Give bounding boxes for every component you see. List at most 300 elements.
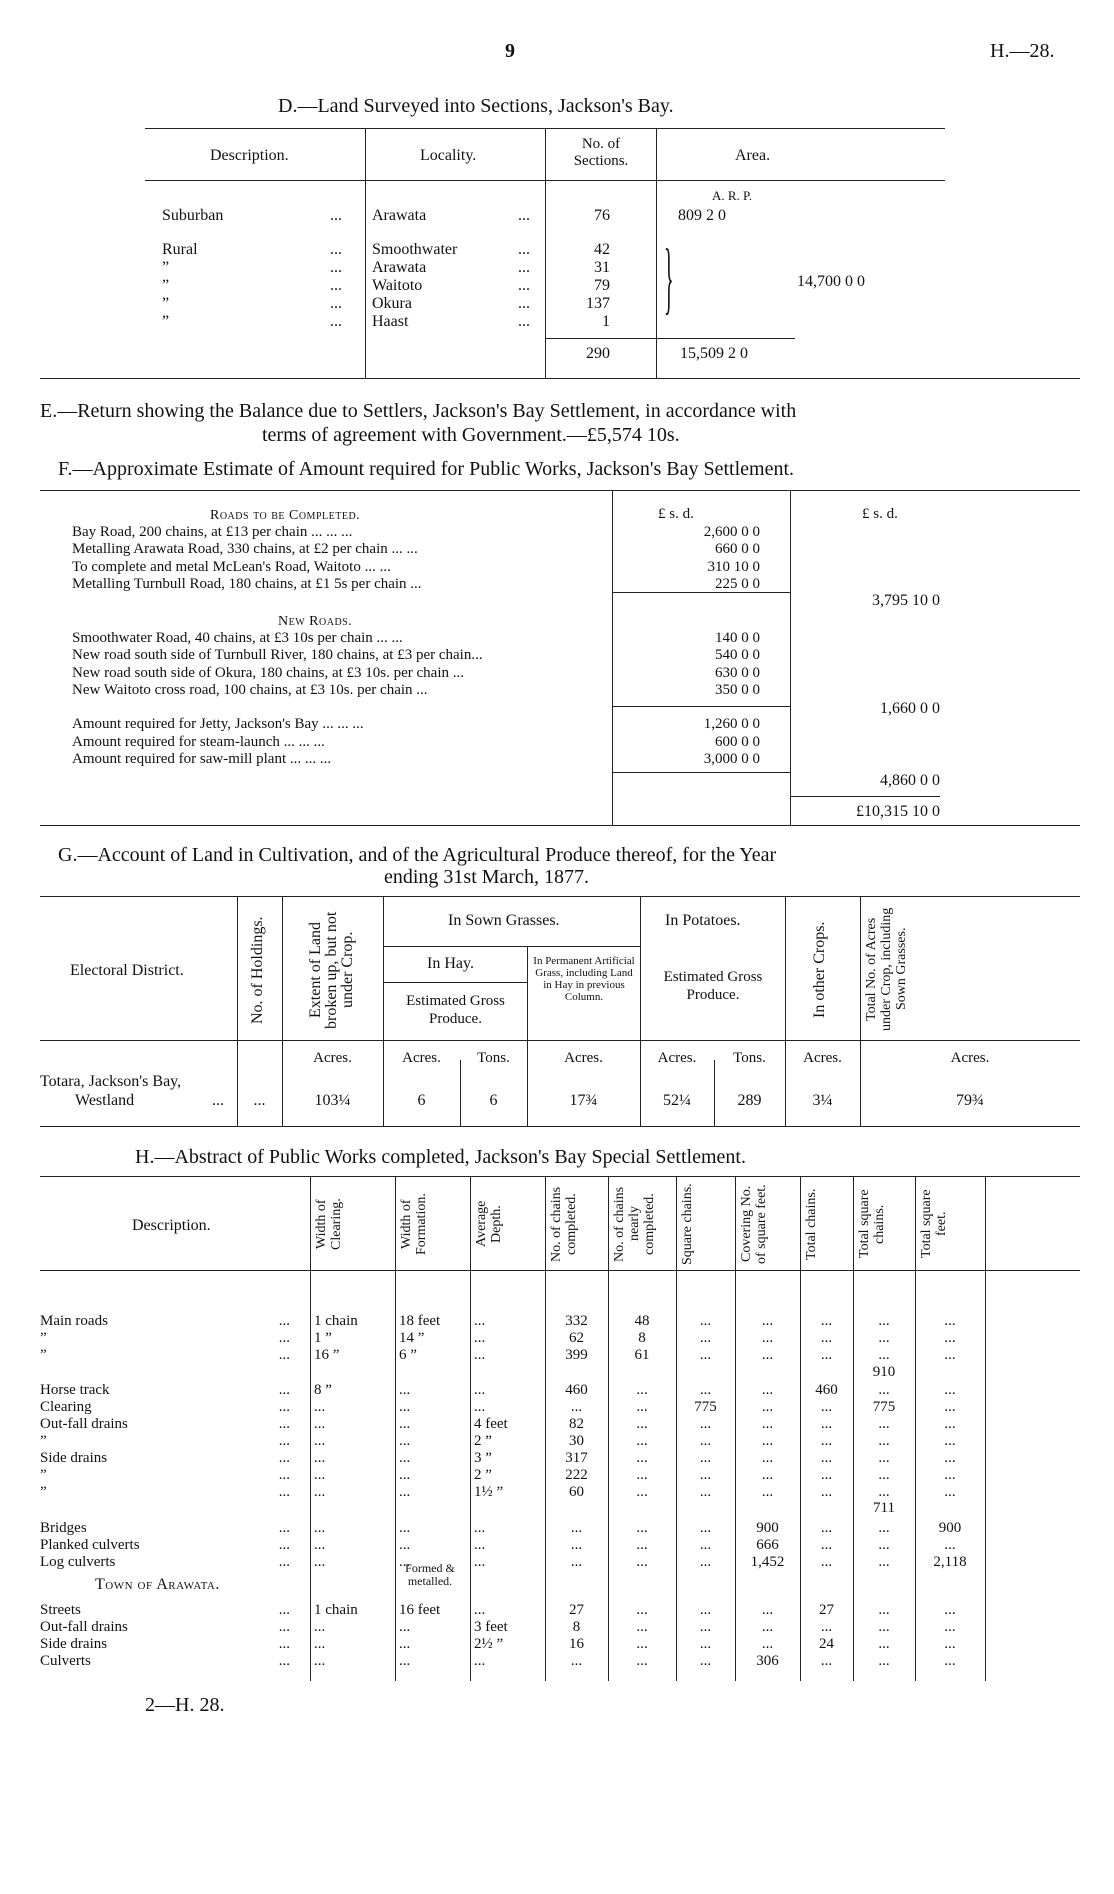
h-cell: ... — [944, 1347, 956, 1363]
f-sub-rule — [612, 706, 790, 707]
h-cell: ... — [699, 1450, 712, 1466]
h-cell: ... — [761, 1313, 774, 1329]
g-top-rule — [40, 896, 1080, 897]
d-row-locality: Arawata — [372, 259, 427, 276]
h-header-depth: Average Depth. — [474, 1200, 504, 1248]
g-header-rule — [40, 1040, 1080, 1041]
h-cell: ... — [878, 1313, 890, 1329]
h-cell: ... — [761, 1416, 774, 1432]
h-cell: 16 feet — [399, 1602, 441, 1618]
d-row-locality: Haast — [372, 313, 409, 330]
h-cell: ... — [314, 1520, 326, 1536]
h-row-description: Planked culverts — [40, 1537, 140, 1553]
d-header-locality: Locality. — [420, 147, 477, 164]
h-col-divider — [395, 1176, 396, 1681]
g-unit-label: Acres. — [564, 1050, 603, 1066]
h-cell: 3 ” — [474, 1450, 492, 1466]
d-row-description: Suburban — [162, 207, 224, 224]
h-row-dots: ... — [278, 1484, 290, 1500]
h-cell: ... — [761, 1450, 774, 1466]
d-row-locality: Waitoto — [372, 277, 423, 294]
h-cell: ... — [474, 1653, 486, 1669]
h-cell: 48 — [634, 1313, 650, 1329]
g-header-sown: In Sown Grasses. — [448, 912, 560, 929]
h-cell: ... — [570, 1399, 583, 1415]
h-row-description: Bridges — [40, 1520, 87, 1536]
h-cell: ... — [474, 1537, 486, 1553]
d-row-dots: ... — [518, 295, 530, 312]
h-cell: ... — [761, 1619, 774, 1635]
h-row-description: Horse track — [40, 1382, 110, 1398]
h-row-description: Clearing — [40, 1399, 92, 1415]
f-item-text: New Waitoto cross road, 100 chains, at £3 10s. per chain ... — [72, 682, 428, 698]
h-cell: ... — [820, 1399, 833, 1415]
d-brace: } — [664, 236, 674, 324]
g-header-potato-estimate: Estimated Gross Produce. — [663, 969, 763, 1003]
g-header-extent: Extent of Land broken up, but not under Crop. — [307, 911, 356, 1029]
h-cell: ... — [820, 1450, 833, 1466]
d-row-locality: Okura — [372, 295, 412, 312]
h-cell: ... — [820, 1537, 833, 1553]
h-cell: ... — [474, 1313, 486, 1329]
h-cell: ... — [314, 1484, 326, 1500]
d-row-sections: 1 — [602, 313, 610, 330]
h-cell: ... — [761, 1484, 774, 1500]
h-header-total-chains: Total chains. — [804, 1188, 819, 1260]
f-item-text: To complete and metal McLean's Road, Waitoto ... ... — [72, 559, 391, 575]
h-cell: 8 — [638, 1330, 646, 1346]
h-cell: ... — [399, 1450, 411, 1466]
h-row-description: Out-fall drains — [40, 1619, 128, 1635]
f-subtotal-3: 4,860 0 0 — [880, 772, 940, 789]
h-cell: ... — [636, 1653, 648, 1669]
f-item-text: Amount required for Jetty, Jackson's Bay ... ... ... — [72, 716, 364, 732]
h-cell: ... — [878, 1467, 890, 1483]
h-cell: ... — [761, 1602, 774, 1618]
h-col-divider — [800, 1176, 801, 1681]
g-unit-label: Acres. — [402, 1050, 441, 1066]
h-cell: ... — [636, 1416, 648, 1432]
h-cell: ... — [944, 1619, 956, 1635]
f-item-text: Amount required for steam-launch ... ... ... — [72, 734, 325, 750]
h-cell: ... — [636, 1433, 648, 1449]
d-header-area: Area. — [735, 147, 771, 164]
h-row-description: Side drains — [40, 1450, 108, 1466]
f-item-amount: 600 0 0 — [715, 734, 760, 750]
g-unit-label: Tons. — [733, 1050, 766, 1066]
d-col-divider — [365, 128, 366, 378]
f-item-amount: 350 0 0 — [715, 682, 760, 698]
g-header-other: In other Crops. — [811, 921, 828, 1019]
h-col-divider — [915, 1176, 916, 1681]
h-row-dots: ... — [278, 1450, 290, 1466]
h-cell: 14 ” — [399, 1330, 425, 1346]
section-g-title-line2: ending 31st March, 1877. — [384, 866, 589, 888]
d-row-dots: ... — [330, 259, 342, 276]
d-row-dots: ... — [330, 277, 342, 294]
h-row-dots: ... — [278, 1619, 290, 1635]
h-cell: ... — [636, 1382, 648, 1398]
f-new-roads-heading: New Roads. — [278, 614, 353, 629]
h-cell: 18 feet — [399, 1313, 441, 1329]
h-col-divider — [470, 1176, 471, 1681]
h-cell: ... — [314, 1433, 326, 1449]
f-item-amount: 1,260 0 0 — [703, 716, 760, 732]
h-cell: ... — [570, 1537, 583, 1553]
h-cell: ... — [944, 1467, 956, 1483]
h-cell: ... — [636, 1450, 648, 1466]
h-cell: ... — [399, 1619, 411, 1635]
h-cell: 1 chain — [314, 1313, 358, 1329]
section-d-title: D.—Land Surveyed into Sections, Jackson's Bay. — [278, 95, 674, 117]
h-cell: ... — [820, 1416, 833, 1432]
g-value-pot-tons: 289 — [737, 1092, 762, 1109]
g-header-hay-estimate: Estimated Gross Produce. — [406, 993, 505, 1027]
h-cell: 3 feet — [474, 1619, 508, 1635]
h-cell: ... — [820, 1433, 833, 1449]
h-cell: ... — [820, 1313, 833, 1329]
h-header-total-sq-chains: Total square chains. — [857, 1189, 887, 1259]
h-cell: ... — [820, 1520, 833, 1536]
h-cell: 222 — [565, 1467, 588, 1483]
h-cell: ... — [820, 1347, 833, 1363]
h-cell: ... — [761, 1347, 774, 1363]
h-cell: 16 ” — [314, 1347, 340, 1363]
h-cell: ... — [570, 1520, 583, 1536]
h-cell: ... — [820, 1653, 833, 1669]
h-cell: ... — [878, 1433, 890, 1449]
f-sub-rule — [612, 772, 790, 773]
h-cell: ... — [699, 1382, 712, 1398]
h-row-description: Streets — [40, 1602, 81, 1618]
g-unit-label: Acres. — [803, 1050, 842, 1066]
h-row-dots: ... — [278, 1537, 290, 1553]
h-cell: 460 — [815, 1382, 838, 1398]
h-cell: ... — [944, 1484, 956, 1500]
h-cell: 2 ” — [474, 1467, 492, 1483]
h-cell: 317 — [565, 1450, 588, 1466]
h-cell: ... — [699, 1330, 712, 1346]
h-row-dots: ... — [278, 1467, 290, 1483]
d-row-dots: ... — [330, 207, 342, 224]
h-col-divider — [545, 1176, 546, 1681]
h-cell: ... — [314, 1619, 326, 1635]
h-formed-metalled: Formed & metalled. — [405, 1561, 455, 1588]
h-cell: ... — [761, 1330, 774, 1346]
d-row-dots: ... — [518, 241, 530, 258]
h-cell: 4 feet — [474, 1416, 508, 1432]
d-header-rule — [145, 180, 945, 181]
h-cell: ... — [399, 1636, 411, 1652]
h-cell: 1 chain — [314, 1602, 358, 1618]
h-col-divider — [735, 1176, 736, 1681]
h-cell: 460 — [565, 1382, 588, 1398]
d-row-dots: ... — [330, 295, 342, 312]
h-cell: ... — [699, 1520, 712, 1536]
h-row-description: ” — [40, 1467, 47, 1483]
g-value-hay-tons: 6 — [489, 1092, 498, 1109]
footer-reference: 2—H. 28. — [145, 1694, 225, 1716]
h-cell: ... — [399, 1653, 411, 1669]
h-cell: 2 ” — [474, 1433, 492, 1449]
section-g-title-line1: G.—Account of Land in Cultivation, and of the Agricultural Produce thereof, for the Year — [58, 844, 777, 866]
h-header-width-clearing: Width of Clearing. — [314, 1198, 344, 1250]
f-item-amount: 310 10 0 — [707, 559, 760, 575]
h-cell: 8 — [572, 1619, 581, 1635]
f-item-text: Amount required for saw-mill plant ... ... ... — [72, 751, 332, 767]
d-total-sections: 290 — [586, 345, 610, 362]
h-cell: ... — [399, 1433, 411, 1449]
d-row-dots: ... — [518, 277, 530, 294]
h-cell: ... — [878, 1619, 890, 1635]
d-row-locality: Arawata — [372, 207, 427, 224]
h-cell: 60 — [569, 1484, 584, 1500]
h-cell: ... — [399, 1382, 411, 1398]
h-cell: ... — [699, 1636, 712, 1652]
h-cell: ... — [636, 1484, 648, 1500]
h-cell: ... — [570, 1653, 583, 1669]
h-row-description: ” — [40, 1347, 47, 1363]
h-cell: ... — [820, 1330, 833, 1346]
h-cell: ... — [474, 1399, 486, 1415]
h-cell: ... — [399, 1399, 411, 1415]
h-cell: ... — [474, 1347, 486, 1363]
h-cell: ... — [878, 1484, 890, 1500]
f-item-text: Metalling Arawata Road, 330 chains, at £2 per chain ... ... — [72, 541, 418, 557]
f-bottom-rule — [40, 825, 1080, 826]
h-cell: 1 ” — [314, 1330, 332, 1346]
h-cell: 775 — [872, 1399, 896, 1415]
g-header-permanent: In Permanent Artificial Grass, including Land in Hay in previous Column. — [533, 955, 635, 1003]
h-cell: ... — [944, 1313, 956, 1329]
h-cell: 306 — [756, 1653, 779, 1669]
f-roads-heading: Roads to be Completed. — [210, 508, 361, 523]
g-header-district: Electoral District. — [70, 962, 184, 979]
h-cell: 1,452 — [750, 1554, 785, 1570]
h-cell: ... — [878, 1330, 890, 1346]
f-total-rule — [790, 796, 940, 797]
h-row-dots: ... — [278, 1520, 290, 1536]
h-cell: ... — [944, 1537, 956, 1553]
h-cell: ... — [570, 1554, 583, 1570]
h-row-description: Log culverts — [40, 1554, 116, 1570]
d-row-sections: 42 — [594, 241, 610, 258]
h-cell: ... — [399, 1520, 411, 1536]
g-unit-label: Tons. — [477, 1050, 510, 1066]
f-item-amount: 225 0 0 — [715, 576, 760, 592]
f-currency-heading-2: £ s. d. — [862, 506, 898, 522]
h-header-covering: Covering No. of square feet. — [739, 1184, 769, 1264]
g-district-line2: Westland — [75, 1092, 135, 1109]
h-row-dots: ... — [278, 1399, 290, 1415]
f-item-text: Bay Road, 200 chains, at £13 per chain ... ... ... — [72, 524, 353, 540]
h-row-dots: ... — [278, 1313, 290, 1329]
h-cell: ... — [878, 1537, 890, 1553]
h-cell: 1½ ” — [474, 1484, 504, 1500]
h-cell: ... — [636, 1619, 648, 1635]
h-cell: ... — [636, 1537, 648, 1553]
h-cell: ... — [820, 1554, 833, 1570]
h-cell: ... — [761, 1636, 774, 1652]
h-col-divider — [853, 1176, 854, 1681]
d-row-description: ” — [162, 277, 170, 294]
h-cell: 61 — [634, 1347, 650, 1363]
document-reference: H.—28. — [990, 40, 1055, 62]
h-col-divider — [608, 1176, 609, 1681]
h-cell: 2½ ” — [474, 1636, 504, 1652]
h-cell: ... — [944, 1399, 956, 1415]
h-cell: ... — [944, 1416, 956, 1432]
h-cell: 27 — [819, 1602, 834, 1618]
h-cell: ... — [636, 1520, 648, 1536]
f-item-amount: 2,600 0 0 — [703, 524, 760, 540]
h-cell: ... — [399, 1416, 411, 1432]
d-row-dots: ... — [518, 207, 530, 224]
h-cell: ... — [820, 1467, 833, 1483]
h-cell: 2,118 — [933, 1554, 967, 1570]
page-number: 9 — [505, 40, 515, 62]
g-header-potatoes: In Potatoes. — [665, 912, 741, 929]
h-cell: ... — [878, 1450, 890, 1466]
h-cell: ... — [944, 1636, 956, 1652]
g-value-perm: 17¾ — [569, 1092, 598, 1109]
section-e-line1: E.—Return showing the Balance due to Settlers, Jackson's Bay Settlement, in accordance with — [40, 400, 797, 422]
h-cell: ... — [699, 1313, 712, 1329]
h-col-divider — [985, 1176, 986, 1681]
h-cell: ... — [944, 1450, 956, 1466]
h-row-dots: ... — [278, 1433, 290, 1449]
h-cell: ... — [944, 1653, 956, 1669]
h-cell: ... — [474, 1554, 486, 1570]
h-cell: ... — [944, 1433, 956, 1449]
h-cell: ... — [314, 1554, 326, 1570]
h-cell: ... — [820, 1619, 833, 1635]
h-cell: ... — [761, 1433, 774, 1449]
h-header-chains-completed: No. of chains completed. — [549, 1186, 579, 1262]
g-value-hay: 6 — [417, 1092, 426, 1109]
h-header-chains-nearly: No. of chains nearly completed. — [612, 1186, 657, 1262]
h-header-description: Description. — [132, 1217, 211, 1234]
h-cell: ... — [699, 1602, 712, 1618]
h-cell: 8 ” — [314, 1382, 332, 1398]
h-cell: ... — [636, 1554, 648, 1570]
h-cell: ... — [699, 1347, 712, 1363]
g-unit-label: Acres. — [950, 1050, 990, 1066]
f-item-text: New road south side of Okura, 180 chains, at £3 10s. per chain ... — [72, 665, 464, 681]
h-cell: ... — [761, 1399, 774, 1415]
h-cell: ... — [878, 1416, 890, 1432]
h-row-description: Out-fall drains — [40, 1416, 128, 1432]
g-sown-rule — [383, 946, 640, 947]
g-value-extent: 103¼ — [314, 1092, 351, 1109]
h-cell: 775 — [694, 1399, 717, 1415]
d-row-sections: 79 — [594, 277, 610, 294]
g-header-total: Total No. of Acres under Crop, including Sown Grasses. — [864, 907, 909, 1031]
h-row-dots: ... — [278, 1382, 290, 1398]
h-cell: ... — [699, 1467, 712, 1483]
h-cell: ... — [699, 1537, 712, 1553]
h-cell: ... — [944, 1330, 956, 1346]
f-item-amount: 3,000 0 0 — [703, 751, 760, 767]
g-header-hay: In Hay. — [427, 955, 474, 972]
h-cell: ... — [699, 1554, 712, 1570]
h-cell: ... — [944, 1602, 956, 1618]
f-item-amount: 660 0 0 — [715, 541, 760, 557]
h-row-dots: ... — [278, 1554, 290, 1570]
h-cell: ... — [314, 1399, 326, 1415]
d-row-description: ” — [162, 313, 170, 330]
h-cell: ... — [878, 1653, 890, 1669]
h-row-description: ” — [40, 1330, 47, 1346]
d-row-dots: ... — [518, 313, 530, 330]
d-area-units: A. R. P. — [712, 188, 753, 203]
h-cell: ... — [636, 1467, 648, 1483]
h-header-rule — [40, 1270, 1080, 1271]
h-row-description: ” — [40, 1433, 47, 1449]
d-bottom-rule — [40, 378, 1080, 379]
g-value-other: 3¼ — [812, 1092, 833, 1109]
g-value-total: 79¾ — [956, 1092, 984, 1109]
h-cell: ... — [761, 1382, 774, 1398]
h-cell: ... — [636, 1636, 648, 1652]
d-rural-area: 14,700 0 0 — [797, 273, 865, 290]
h-row-description: Side drains — [40, 1636, 108, 1652]
h-col-divider — [310, 1176, 311, 1681]
d-row-dots: ... — [330, 313, 342, 330]
d-header-description: Description. — [210, 147, 289, 164]
h-header-square-chains: Square chains. — [680, 1183, 695, 1265]
h-cell: ... — [314, 1537, 326, 1553]
h-col-divider — [676, 1176, 677, 1681]
h-row-dots: ... — [278, 1653, 290, 1669]
h-row-description: ” — [40, 1484, 47, 1500]
h-cell: ... — [474, 1382, 486, 1398]
g-district-dots: ... — [212, 1092, 224, 1109]
h-row-dots: ... — [278, 1636, 290, 1652]
h-cell: ... — [314, 1636, 326, 1652]
h-row-dots: ... — [278, 1347, 290, 1363]
h-cell: ... — [314, 1416, 326, 1432]
d-row-area: 809 2 0 — [678, 207, 726, 224]
d-row-description: ” — [162, 295, 170, 312]
f-currency-heading: £ s. d. — [658, 506, 694, 522]
h-cell: ... — [699, 1484, 712, 1500]
d-row-description: ” — [162, 259, 170, 276]
h-cell: ... — [878, 1382, 890, 1398]
h-cell: ... — [699, 1619, 712, 1635]
f-sub-rule — [612, 592, 790, 593]
h-cell: ... — [878, 1520, 890, 1536]
h-cell: 82 — [569, 1416, 584, 1432]
f-subtotal-1: 3,795 10 0 — [872, 592, 940, 609]
h-drains-total: 711 — [873, 1500, 895, 1516]
g-hay-rule — [383, 982, 527, 983]
g-value-pot: 52¼ — [663, 1092, 691, 1109]
h-cell: ... — [878, 1602, 890, 1618]
h-cell: 900 — [938, 1520, 962, 1536]
h-header-width-formation: Width of Formation. — [399, 1193, 429, 1255]
h-cell: ... — [944, 1382, 956, 1398]
h-cell: ... — [699, 1433, 712, 1449]
d-row-dots: ... — [330, 241, 342, 258]
f-item-text: New road south side of Turnbull River, 180 chains, at £3 per chain... — [72, 647, 483, 663]
h-cell: 62 — [569, 1330, 584, 1346]
h-cell: ... — [878, 1347, 890, 1363]
d-total-rule — [545, 338, 795, 339]
d-total-area: 15,509 2 0 — [680, 345, 748, 362]
h-cell: ... — [636, 1399, 648, 1415]
h-cell: ... — [399, 1554, 411, 1570]
